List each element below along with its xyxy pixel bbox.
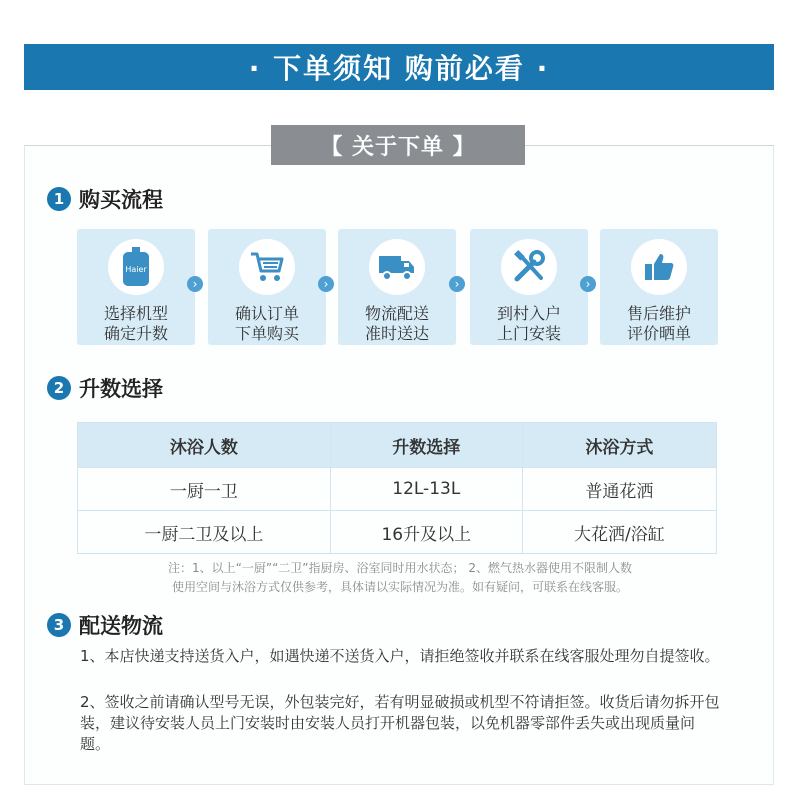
step-label-line2: 准时送达 (364, 324, 429, 343)
step-label-line2: 确定升数 (103, 324, 168, 343)
step-label-line1: 到村入户 (496, 304, 561, 323)
about-order-tab (271, 125, 525, 165)
section-title: 配送物流 (79, 614, 163, 638)
note-line: 注：1、以上“一厨”“二卫”指厨房、浴室同时用水状态； 2、燃气热水器使用不限制人数 (168, 561, 632, 575)
table-header-cell: 沐浴人数 (78, 423, 331, 468)
section-volume-selection-header (47, 373, 163, 403)
step-arrow-icon: › (187, 276, 203, 292)
table-header-cell: 升数选择 (330, 423, 522, 468)
table-cell: 一厨二卫及以上 (78, 511, 331, 554)
step-label-line1: 售后维护 (626, 304, 691, 323)
step-confirm-order (208, 229, 326, 345)
step-logistics (338, 229, 456, 345)
table-cell: 普通花洒 (522, 468, 716, 511)
table-cell: 16升及以上 (330, 511, 522, 554)
step-label-line2: 上门安装 (496, 324, 561, 343)
divider-left (24, 145, 271, 146)
step-home-install (470, 229, 588, 345)
shopping-cart-icon (249, 251, 285, 283)
step-choose-model (77, 229, 195, 345)
section-number: 3 (47, 613, 71, 637)
delivery-paragraph-1: 1、本店快递支持送货入户，如遇快递不送货入户，请拒绝签收并联系在线客服处理勿自提签收。 (80, 647, 720, 665)
thumbs-up-icon (643, 251, 675, 283)
step-icon-circle (631, 239, 687, 295)
step-icon-circle (369, 239, 425, 295)
haier-logo-text: Haier (125, 265, 147, 274)
note-line: 使用空间与沐浴方式仅供参考，具体请以实际情况为准。如有疑问，可联系在线客服。 (171, 580, 628, 594)
page-banner (24, 44, 774, 90)
table-cell: 12L-13L (330, 468, 522, 511)
table-cell: 一厨一卫 (78, 468, 331, 511)
section-title: 升数选择 (79, 377, 163, 401)
step-arrow-icon: › (580, 276, 596, 292)
banner-title: · 下单须知 购前必看 · (248, 52, 550, 85)
step-icon-circle (501, 239, 557, 295)
step-icon-circle (108, 239, 164, 295)
table-row (78, 511, 717, 554)
section-delivery-header (47, 610, 163, 640)
section-title: 购买流程 (79, 188, 163, 212)
step-arrow-icon: › (318, 276, 334, 292)
tools-icon (512, 250, 546, 284)
about-tab-label: 【 关于下单 】 (320, 134, 476, 160)
table-header-cell: 沐浴方式 (522, 423, 716, 468)
volume-note (100, 559, 700, 597)
step-label-line1: 选择机型 (103, 304, 168, 323)
divider-right (525, 145, 774, 146)
section-number: 2 (47, 376, 71, 400)
delivery-truck-icon (378, 252, 416, 282)
step-after-sales (600, 229, 718, 345)
section-number: 1 (47, 187, 71, 211)
step-label-line2: 评价晒单 (626, 324, 691, 343)
section-purchase-process-header (47, 184, 163, 214)
step-label-line1: 物流配送 (364, 304, 429, 323)
step-label-line2: 下单购买 (234, 324, 299, 343)
step-icon-circle (239, 239, 295, 295)
step-arrow-icon: › (449, 276, 465, 292)
step-label-line1: 确认订单 (234, 304, 299, 323)
volume-table (77, 422, 717, 554)
table-row (78, 468, 717, 511)
haier-bottle-icon (119, 247, 153, 287)
table-header-row (78, 423, 717, 468)
table-cell: 大花洒/浴缸 (522, 511, 716, 554)
delivery-paragraph-2: 2、签收之前请确认型号无误，外包装完好，若有明显破损或机型不符请拒签。收货后请勿拆开包装，建议待安装人员上门安装时由安装人员打开机器包装，以免机器零部件丢失或出现质量问题。 (80, 693, 720, 753)
